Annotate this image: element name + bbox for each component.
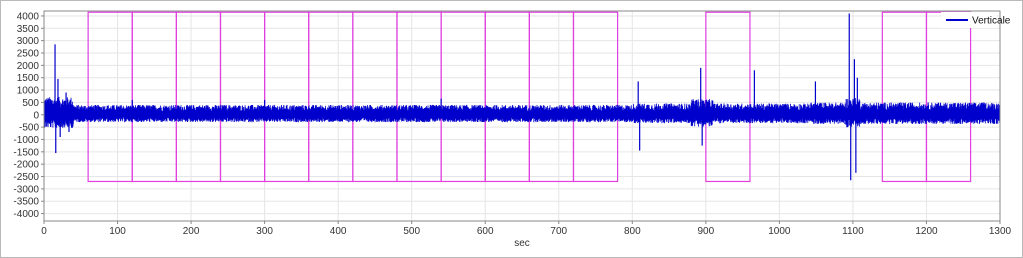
analysis-window [441,12,485,181]
legend-label-verticale: Verticale [972,15,1011,27]
y-tick-label: 2000 [16,60,39,72]
y-tick-label: -2000 [13,159,39,171]
y-tick-label: -500 [18,122,39,134]
x-tick-label: 700 [550,226,568,237]
series-area [44,13,1000,180]
signal-chart [1,1,1022,257]
x-tick-label: 400 [329,226,347,237]
y-tick-label: 3000 [16,36,39,48]
analysis-windows [88,12,970,181]
y-tick-label: 0 [33,110,39,122]
analysis-window [926,12,970,181]
x-axis-label: sec [514,238,530,249]
analysis-window [309,12,353,181]
analysis-window [176,12,220,181]
y-tick-label: -3500 [13,196,39,208]
y-tick-label: 1500 [16,73,39,85]
y-tick-label: -1000 [13,134,39,146]
x-tick-label: 200 [182,226,200,237]
analysis-window [529,12,573,181]
x-tick-label: 300 [256,226,273,237]
y-tick-label: -4000 [13,209,39,221]
x-tick-label: 1300 [988,226,1012,237]
x-tick-label: 100 [109,226,126,237]
x-tick-label: 900 [697,226,715,237]
analysis-window [706,12,750,181]
analysis-window [220,12,264,181]
analysis-window [88,12,132,181]
x-tick-label: 1000 [768,226,791,237]
x-tick-label: 600 [476,226,494,237]
y-tick-label: -1500 [13,147,39,159]
analysis-window [397,12,441,181]
signal-trace [44,97,1000,128]
analysis-window [882,12,926,181]
x-tick-label: 800 [623,226,641,237]
x-tick-label: 0 [41,226,47,237]
y-tick-label: 3500 [16,23,39,35]
y-axis [13,11,44,220]
x-tick-label: 500 [403,226,421,237]
y-tick-label: 2500 [16,48,39,60]
y-tick-label: 4000 [16,11,39,23]
analysis-window [485,12,529,181]
analysis-window [132,12,176,181]
analysis-window [573,12,617,181]
analysis-window [265,12,309,181]
x-tick-label: 1100 [842,226,864,237]
y-tick-label: -3000 [13,184,39,196]
y-tick-label: 500 [22,97,39,109]
analysis-window [353,12,397,181]
x-tick-label: 1200 [915,226,938,237]
x-axis [41,221,1011,237]
y-tick-label: -2500 [13,172,39,184]
y-tick-label: 1000 [16,85,39,97]
